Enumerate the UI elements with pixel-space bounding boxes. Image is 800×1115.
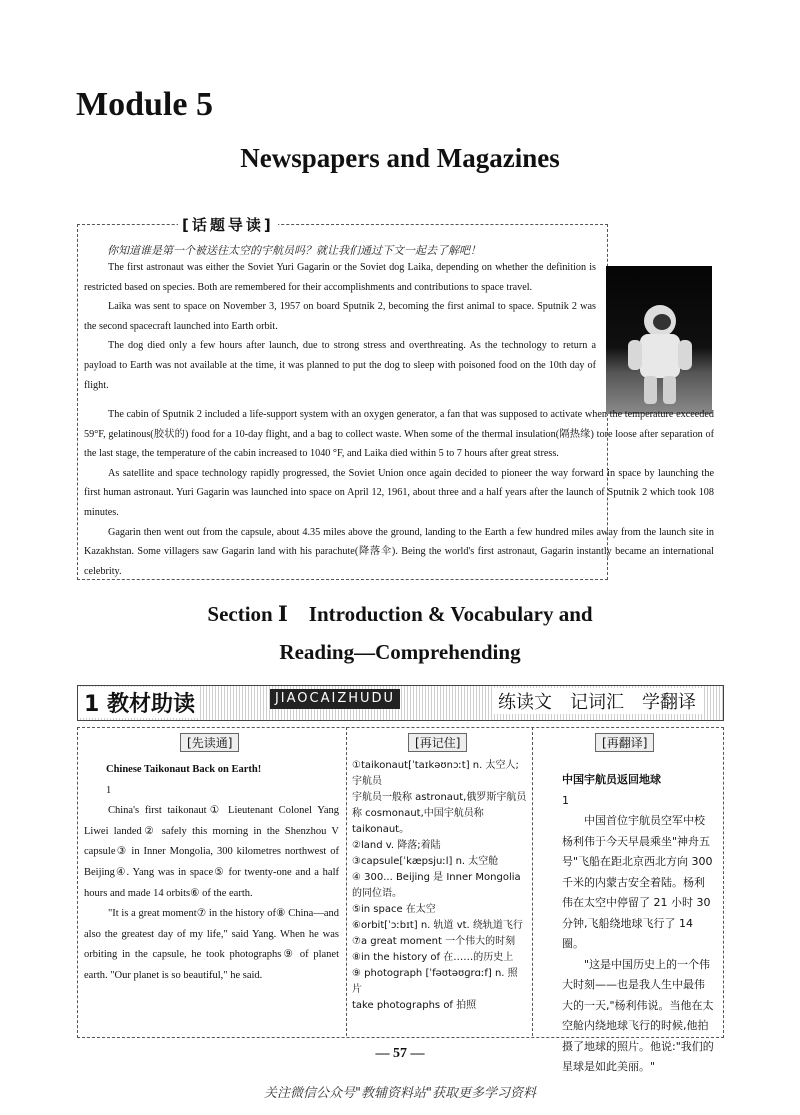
topic-intro: 你知道谁是第一个被送往太空的宇航员吗？就让我们通过下文一起去了解吧！: [107, 244, 481, 257]
vocab-note: ⑦a great moment 一个伟大的时刻: [352, 936, 516, 947]
translation-title: 中国宇航员返回地球: [562, 773, 661, 786]
topic-label: [话题导读]: [178, 214, 278, 235]
column-header-translate: [再翻译]: [595, 733, 654, 752]
section-title-line1: Section Ⅰ Introduction & Vocabulary and: [207, 602, 593, 626]
topic-paragraph: The first astronaut was either the Soviet Yuri Gagarin or the Soviet dog Laika, depending on whether the definition is restricted based on species. Both are remembered for their accomplishments and contributions to space travel.: [84, 262, 596, 293]
translation-paragraph: "这是中国历史上的一个伟大时刻——也是我人生中最伟大的一天,"杨利伟说。当他在太空舱内绕地球飞行的时候,他拍摄了地球的照片。他说:"我们的星球是如此美丽。": [562, 957, 714, 1073]
vocabulary-column: [352, 758, 527, 1014]
vocab-note: 宇航员一般称 astronaut,俄罗斯宇航员称 cosmonaut,中国宇航员称 taikonaut。: [352, 792, 527, 835]
astronaut-photo: [606, 266, 712, 414]
topic-paragraph: The cabin of Sputnik 2 included a life-support system with an oxygen generator, a fan that was supposed to activate when the temperature exceeded 59°F, gelatinous(胶状的) food for a 10-day flight, and a bag to collect waste. When some of the thermal insulation(隔热缘) tore loose after separation of the last stage, the temperature of the cabin increased to 1040 °F, and Laika died within 5 to 7 hours after great stress.: [84, 409, 714, 460]
vocab-note: ②land v. 降落;着陆: [352, 840, 441, 851]
column-header-read: [先读通]: [180, 733, 239, 752]
topic-paragraph: As satellite and space technology rapidly progressed, the Soviet Union once again decided to pioneer the way forward in space by launching the first human astronaut. Yuri Gagarin was launched into space on April 12, 1961, about three and a half years after the launch of Sputnik 2 which took 108 minutes.: [84, 467, 714, 518]
english-text-column: [84, 760, 339, 987]
vocab-note: take photographs of 拍照: [352, 1000, 477, 1011]
vocab-note: ③capsule[ˈkæpsjuːl] n. 太空舱: [352, 856, 499, 867]
topic-paragraphs-top: [84, 258, 596, 395]
column-divider: [346, 727, 347, 1036]
column-header-memorize: [再记住]: [408, 733, 467, 752]
paragraph-number: 1: [106, 784, 112, 796]
vocab-note: ⑨ photograph [ˈfəʊtəʊɡrɑːf] n. 照片: [352, 968, 518, 995]
footer-note: 关注微信公众号"教辅资料站"获取更多学习资料: [264, 1086, 536, 1101]
vocab-note: ①taikonaut[ˈtaɪkəʊnɔːt] n. 太空人;宇航员: [352, 760, 519, 787]
translation-column: [562, 770, 714, 1078]
topic-paragraphs-bottom: [84, 405, 714, 581]
module-title: Module 5: [76, 86, 213, 123]
vocab-note: ⑤in space 在太空: [352, 904, 436, 915]
page-title: Newspapers and Magazines: [240, 143, 560, 173]
vocab-note: ⑧in the history of 在……的历史上: [352, 952, 514, 963]
vocab-note: ⑥orbit[ˈɔːbɪt] n. 轨道 vt. 绕轨道飞行: [352, 920, 523, 931]
paragraph-number: 1: [562, 793, 569, 807]
banner-pinyin: JIAOCAIZHUDU: [270, 689, 400, 709]
article-paragraph: "It is a great moment⑦ in the history of⑧ China—and also the greatest day of my life," said Yang. When he was orbiting in the capsule, he took photographs⑨ of planet earth. "Our planet is so beautiful," he said.: [84, 908, 339, 981]
section-title-line2: Reading—Comprehending: [279, 640, 521, 664]
article-paragraph: China's first taikonaut① Lieutenant Colonel Yang Liwei landed② safely this morning in the Shenzhou V capsule③ in Inner Mongolia, 300 kilometres northwest of Beijing④. Yang was in space⑤ for twenty-one and a half hours and made 14 orbits⑥ of the earth.: [84, 805, 339, 899]
vocab-note: ④ 300... Beijing 是 Inner Mongolia 的同位语。: [352, 872, 521, 899]
article-title: Chinese Taikonaut Back on Earth!: [106, 764, 262, 775]
column-divider: [532, 727, 533, 1036]
banner-subtitle: 练读文 记词汇 学翻译: [492, 688, 702, 714]
topic-paragraph: Laika was sent to space on November 3, 1957 on board Sputnik 2, becoming the first animal to space. Sputnik 2 was the second spacecraft launched into Earth orbit.: [84, 301, 596, 332]
translation-paragraph: 中国首位宇航员空军中校杨利伟于今天早晨乘坐"神舟五号"飞船在距北京西北方向 300 千米的内蒙古安全着陆。杨利伟在太空中停留了 21 小时 30 分钟,飞船绕地球飞行了 14 圈。: [562, 814, 713, 950]
topic-paragraph: The dog died only a few hours after launch, due to strong stress and overthreating. As the technology to return a payload to Earth was not available at the time, it was planned to put the dog to sleep with poisoned food on the 10th day of flight.: [84, 340, 596, 391]
topic-paragraph: Gagarin then went out from the capsule, about 4.35 miles above the ground, landing to the Earth a few hundred miles away from the launch site in Kazakhstan. Some villagers saw Gagarin land with his parachute(降落伞). Being the world's first astronaut, Gagarin instantly became an international celebrity.: [84, 526, 714, 577]
banner-title: 1 教材助读: [80, 687, 199, 718]
page-number: — 57 —: [375, 1046, 425, 1061]
